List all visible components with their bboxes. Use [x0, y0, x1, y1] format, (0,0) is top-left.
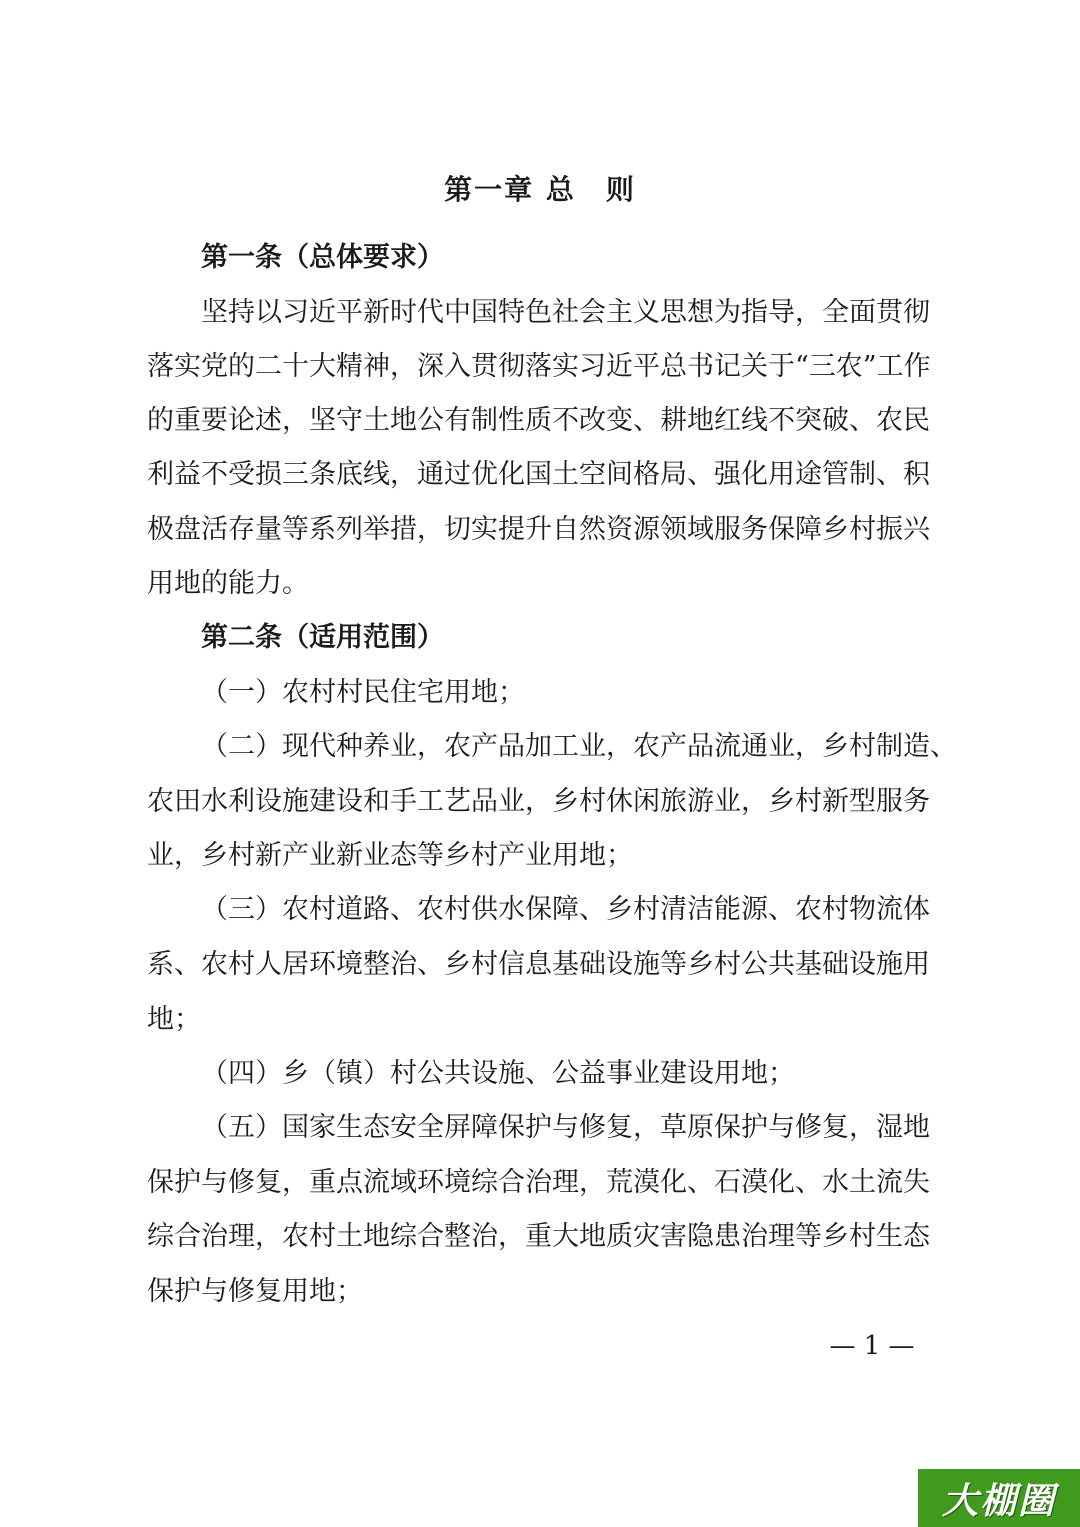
list-item-line: 保护与修复用地；	[147, 1276, 363, 1307]
list-item-line: 综合治理，农村土地综合整治，重大地质灾害隐患治理等乡村生态	[147, 1221, 930, 1252]
list-item-line: （三）农村道路、农村供水保障、乡村清洁能源、农村物流体	[201, 894, 930, 925]
list-item-line: 业，乡村新产业新业态等乡村产业用地；	[147, 840, 633, 871]
paragraph-line: 利益不受损三条底线，通过优化国土空间格局、强化用途管制、积	[147, 459, 930, 490]
list-item-line: （一）农村村民住宅用地；	[201, 677, 525, 708]
watermark-text: 大棚圈	[941, 1480, 1056, 1522]
list-item-line: 地；	[147, 1004, 201, 1035]
paragraph-line: 的重要论述，坚守土地公有制性质不改变、耕地红线不突破、农民	[147, 405, 930, 436]
list-item-line: 保护与修复，重点流域环境综合治理，荒漠化、石漠化、水土流失	[147, 1167, 930, 1198]
paragraph-line: 用地的能力。	[147, 568, 309, 599]
watermark-logo	[918, 1469, 1080, 1527]
chapter-title: 第一章 总 则	[444, 173, 636, 206]
paragraph-line: 落实党的二十大精神，深入贯彻落实习近平总书记关于“三农”工作	[147, 351, 931, 382]
list-item-line: 农田水利设施建设和手工艺品业，乡村休闲旅游业，乡村新型服务	[147, 786, 930, 817]
list-item-line: 系、农村人居环境整治、乡村信息基础设施等乡村公共基础设施用	[147, 949, 930, 980]
list-item-line: （二）现代种养业，农产品加工业，农产品流通业，乡村制造、	[201, 731, 957, 762]
article-heading: 第二条（适用范围）	[201, 622, 444, 653]
list-item-line: （四）乡（镇）村公共设施、公益事业建设用地；	[201, 1058, 795, 1089]
paragraph-line: 坚持以习近平新时代中国特色社会主义思想为指导，全面贯彻	[201, 297, 930, 328]
page-number: — 1 —	[829, 1331, 915, 1361]
article-heading: 第一条（总体要求）	[201, 242, 444, 273]
list-item-line: （五）国家生态安全屏障保护与修复，草原保护与修复，湿地	[201, 1112, 930, 1143]
paragraph-line: 极盘活存量等系列举措，切实提升自然资源领域服务保障乡村振兴	[147, 514, 930, 545]
